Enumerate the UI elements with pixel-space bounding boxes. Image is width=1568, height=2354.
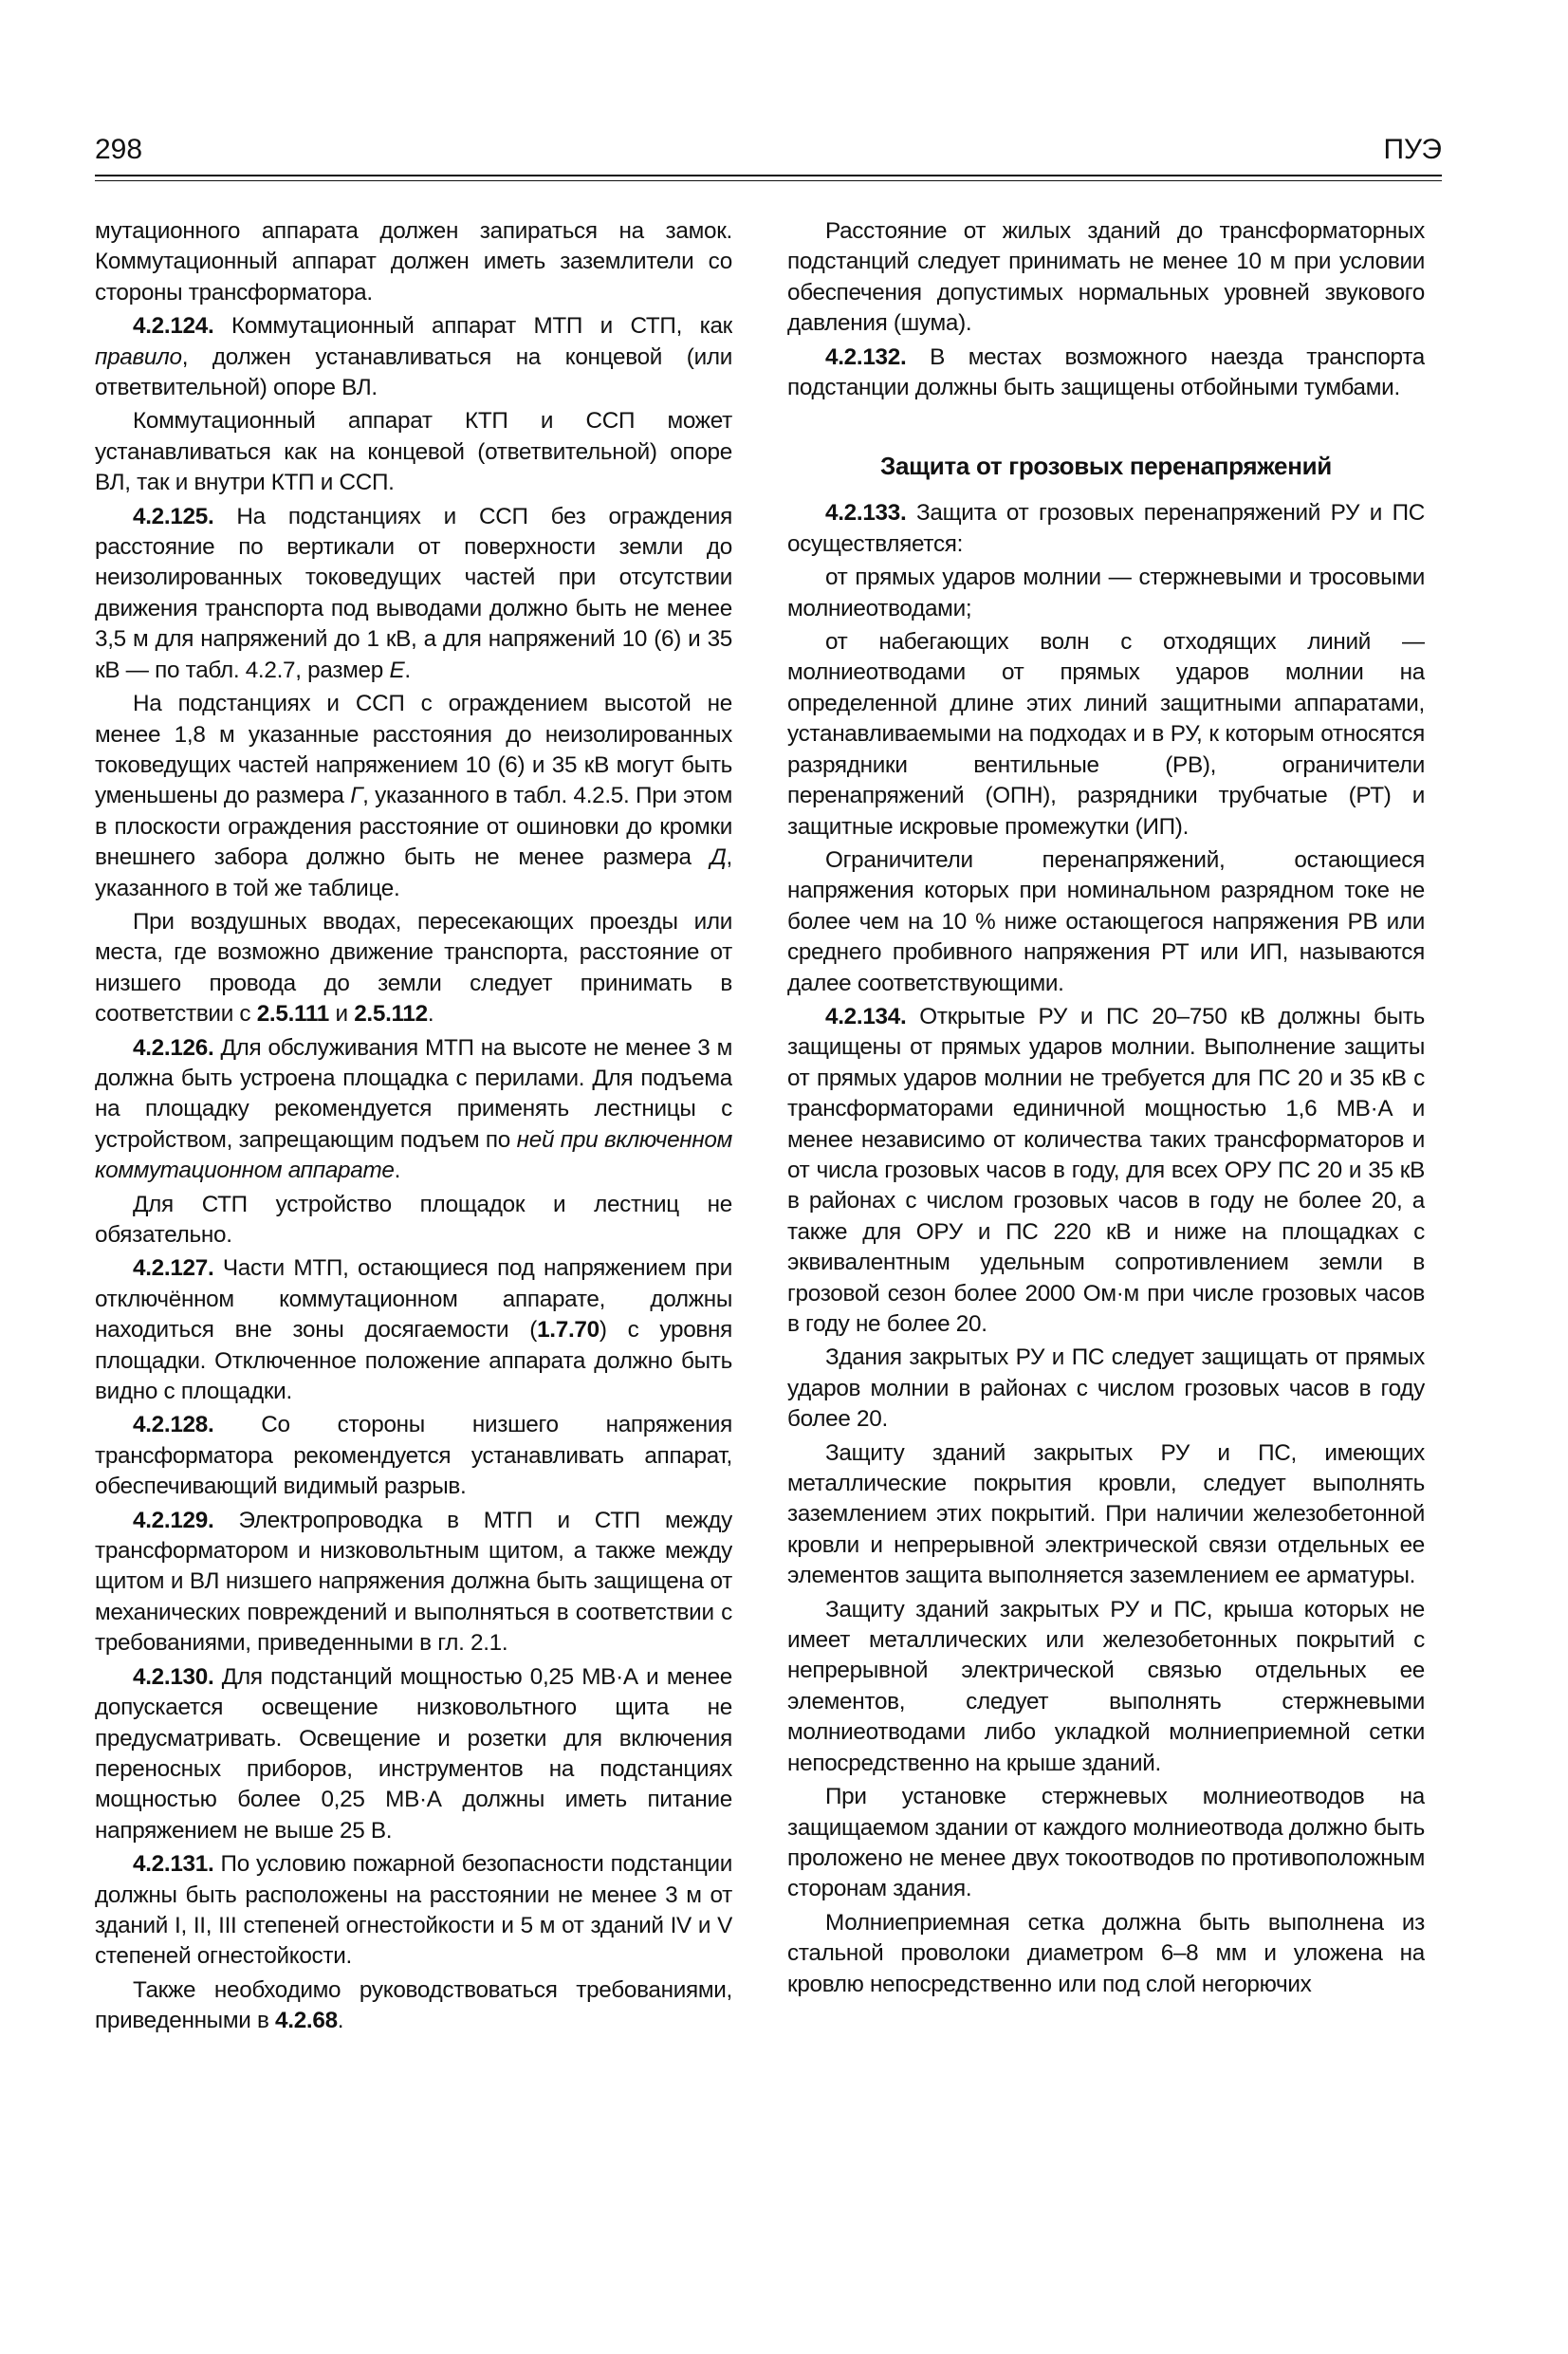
clause-4-2-127: 4.2.127. Части МТП, остающиеся под напряжением при отключённом коммутационном аппарате, должны находиться вне зоны досягаемости (1.7.70) с уровня площадки. Отключенное положение аппарата должно быть видно с площадки. bbox=[95, 1255, 732, 1405]
clause-4-2-131: 4.2.131. По условию пожарной безопасности подстанции должны быть расположены на расстоянии не менее 3 м от зданий I, II, III степеней огнестойкости и 5 м от зданий IV и V степеней огнестойкости. bbox=[95, 1851, 732, 1970]
paragraph: При воздушных вводах, пересекающих проезды или места, где возможно движение транспорта, расстояние от низшего провода до земли следует принимать в соответствии с 2.5.111 и 2.5.112. bbox=[95, 908, 732, 1028]
paragraph: Ограничители перенапряжений, остающиеся напряжения которых при номинальном разрядном токе не более чем на 10 % ниже остающегося напряжения РВ или среднего пробивного напряжения РТ или ИП, называются далее соответствующими. bbox=[787, 846, 1425, 996]
paragraph: Коммутационный аппарат КТП и ССП может устанавливаться как на концевой (ответвительной) опоре ВЛ, так и внутри КТП и ССП. bbox=[95, 408, 732, 496]
clause-number: 4.2.132. bbox=[825, 343, 907, 370]
paragraph: Для СТП устройство площадок и лестниц не обязательно. bbox=[95, 1191, 732, 1248]
paragraph: Защиту зданий закрытых РУ и ПС, крыша которых не имеет металлических или железобетонных покрытий с непрерывной электрической связью отдельных ее элементов, следует выполнять стержневыми молниеотводами либо укладкой молниеприемной сетки непосредственно на крыше зданий. bbox=[787, 1596, 1425, 1776]
clause-number: 4.2.134. bbox=[825, 1003, 907, 1029]
clause-number: 4.2.129. bbox=[133, 1507, 214, 1533]
clause-4-2-132: 4.2.132. В местах возможного наезда транспорта подстанции должны быть защищены отбойными тумбами. bbox=[787, 343, 1425, 401]
right-column bbox=[787, 216, 1425, 2323]
cross-reference: 4.2.68 bbox=[275, 2008, 338, 2034]
clause-4-2-134: 4.2.134. Открытые РУ и ПС 20–750 кВ должны быть защищены от прямых ударов молнии. Выполнение защиты от прямых ударов молнии не требуется для ПС 20 и 35 кВ с трансформаторами единичной мощностью 1,6 МВ·А и менее независимо от количества таких трансформаторов и от числа грозовых часов в году, для всех ОРУ ПС 20 и 35 кВ в районах с числом грозовых часов в году не более 20, а также для ОРУ и ПС 220 кВ и ниже на площадках с эквивалентным удельным сопротивлением земли в грозовой сезон более 2000 Ом·м при числе грозовых часов в году не более 20. bbox=[787, 1003, 1425, 1337]
clause-number: 4.2.128. bbox=[133, 1412, 214, 1438]
clause-number: 4.2.133. bbox=[825, 500, 907, 527]
paragraph: Расстояние от жилых зданий до трансформаторных подстанций следует принимать не менее 10 м при условии обеспечения допустимых нормальных уровней звукового давления (шума). bbox=[787, 218, 1425, 337]
running-head: ПУЭ bbox=[1383, 134, 1442, 165]
clause-number: 4.2.127. bbox=[133, 1255, 214, 1282]
clause-number: 4.2.125. bbox=[133, 503, 214, 529]
clause-4-2-130: 4.2.130. Для подстанций мощностью 0,25 МВ·А и менее допускается освещение низковольтного щита не предусматривать. Освещение и розетки для включения переносных приборов, инструментов на подстанциях мощностью более 0,25 МВ·А должны иметь питание напряжением не выше 25 В. bbox=[95, 1663, 732, 1844]
section-heading: Защита от грозовых перенапряжений bbox=[880, 452, 1332, 481]
page-number: 298 bbox=[95, 134, 143, 165]
clause-number: 4.2.130. bbox=[133, 1663, 214, 1690]
paragraph: Здания закрытых РУ и ПС следует защищать от прямых ударов молнии в районах с числом грозовых часов в году более 20. bbox=[787, 1344, 1425, 1433]
cross-reference: 2.5.111 bbox=[256, 1001, 330, 1028]
left-column bbox=[95, 216, 732, 2323]
paragraph: Также необходимо руководствоваться требованиями, приведенными в 4.2.68. bbox=[95, 1976, 732, 2034]
cross-reference: 1.7.70 bbox=[537, 1317, 600, 1344]
clause-number: 4.2.126. bbox=[133, 1034, 214, 1061]
paragraph: мутационного аппарата должен запираться на замок. Коммутационный аппарат должен иметь заземлители со стороны трансформатора. bbox=[95, 218, 732, 306]
paragraph: При установке стержневых молниеотводов на защищаемом здании от каждого молниеотвода должно быть проложено не менее двух токоотводов по противоположным сторонам здания. bbox=[787, 1784, 1425, 1902]
cross-reference: 2.5.112 bbox=[354, 1001, 428, 1028]
header-rule bbox=[95, 175, 1442, 176]
clause-4-2-128: 4.2.128. Со стороны низшего напряжения трансформатора рекомендуется устанавливать аппарат, обеспечивающий видимый разрыв. bbox=[95, 1412, 732, 1500]
header-rule-thin bbox=[95, 180, 1442, 181]
paragraph: На подстанциях и ССП с ограждением высотой не менее 1,8 м указанные расстояния до неизолированных токоведущих частей напряжением 10 (6) и 35 кВ могут быть уменьшены до размера Г, указанного в табл. 4.2.5. При этом в плоскости ограждения расстояние от ошиновки до кромки внешнего забора должно быть не менее размера Д, указанного в той же таблице. bbox=[95, 691, 732, 901]
paragraph: от прямых ударов молнии — стержневыми и тросовыми молниеотводами; bbox=[787, 565, 1425, 621]
clause-4-2-126: 4.2.126. Для обслуживания МТП на высоте не менее 3 м должна быть устроена площадка с перилами. Для подъема на площадку рекомендуется применять лестницы с устройством, запрещающим подъем по ней при включенном коммутационном аппарате. bbox=[95, 1034, 732, 1184]
paragraph: от набегающих волн с отходящих линий — молниеотводами от прямых ударов молнии на определенной длине этих линий защитными аппаратами, устанавливаемыми на подходах и в РУ, к которым относятся разрядники вентильные (РВ), ограничители перенапряжений (ОПН), разрядники трубчатые (РТ) и защитные искровые промежутки (ИП). bbox=[787, 629, 1425, 840]
clause-4-2-125: 4.2.125. На подстанциях и ССП без ограждения расстояние по вертикали от поверхности земли до неизолированных токоведущих частей при отсутствии движения транспорта под выводами должно быть не менее 3,5 м для напряжений до 1 кВ, а для напряжений 10 (6) и 35 кВ — по табл. 4.2.7, размер Е. bbox=[95, 503, 732, 683]
clause-4-2-124: 4.2.124. Коммутационный аппарат МТП и СТП, как правило, должен устанавливаться на концевой (или ответвительной) опоре ВЛ. bbox=[95, 313, 732, 401]
paragraph: Защиту зданий закрытых РУ и ПС, имеющих металлические покрытия кровли, следует выполнять заземлением этих покрытий. При наличии железобетонной кровли и непрерывной электрической связи отдельных ее элементов защита выполняется заземлением ее арматуры. bbox=[787, 1439, 1425, 1589]
clause-number: 4.2.124. bbox=[133, 313, 214, 340]
paragraph: Молниеприемная сетка должна быть выполнена из стальной проволоки диаметром 6–8 мм и уложена на кровлю непосредственно или под слой негорючих bbox=[787, 1909, 1425, 1997]
clause-number: 4.2.131. bbox=[133, 1851, 214, 1878]
page-header bbox=[95, 133, 1442, 180]
clause-4-2-129: 4.2.129. Электропроводка в МТП и СТП между трансформатором и низковольтным щитом, а также между щитом и ВЛ низшего напряжения должна быть защищена от механических повреждений и выполняться в соответствии с требованиями, приведенными в гл. 2.1. bbox=[95, 1507, 732, 1657]
clause-4-2-133: 4.2.133. Защита от грозовых перенапряжений РУ и ПС осуществляется: bbox=[787, 500, 1425, 557]
